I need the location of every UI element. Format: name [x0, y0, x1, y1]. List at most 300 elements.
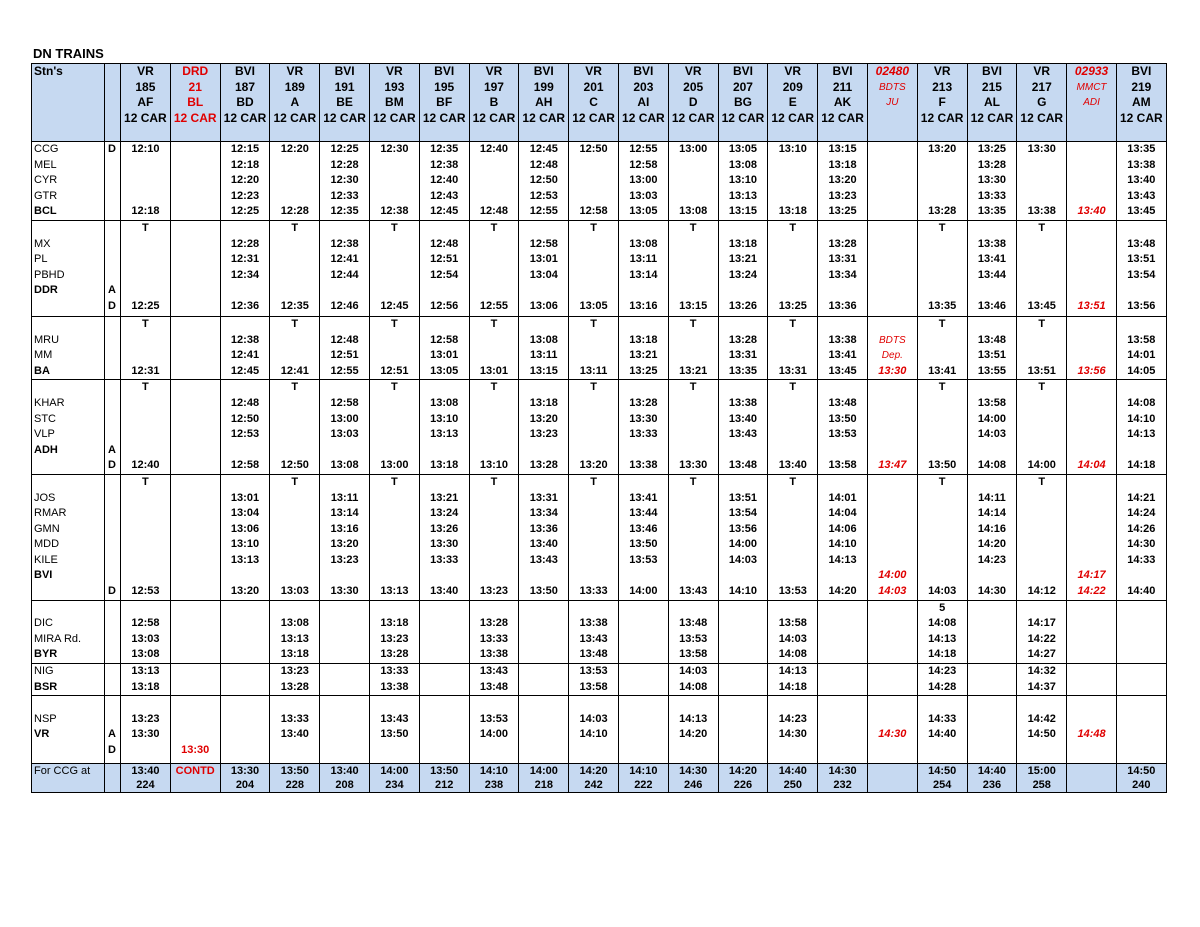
cell-line — [470, 743, 519, 759]
cell-line — [519, 680, 568, 696]
cell-line: T — [1038, 317, 1046, 330]
cell-line: 238 — [484, 779, 504, 792]
train-footer — [519, 764, 569, 793]
train-header — [270, 64, 320, 142]
train-times — [220, 664, 270, 696]
cell-line — [420, 443, 469, 459]
cell-line: T — [689, 475, 697, 488]
train-header — [569, 64, 619, 142]
cell-line — [108, 252, 120, 268]
cell-line: 13:10 — [230, 538, 260, 551]
cell-line — [868, 632, 917, 648]
cell-line — [918, 412, 967, 428]
cell-line — [569, 348, 618, 364]
cell-line — [868, 396, 917, 412]
train-times — [1017, 316, 1067, 379]
cell-line: 13:00 — [330, 412, 359, 425]
train-times — [419, 600, 469, 663]
cell-line: 13:28 — [479, 617, 509, 630]
cell-line — [1067, 268, 1116, 284]
cell-line: 13:48 — [679, 617, 708, 630]
cell-line: 12:55 — [629, 143, 658, 155]
cell-line: T — [490, 381, 498, 394]
cell-line: 12:50 — [579, 143, 608, 155]
cell-line: 14:16 — [977, 522, 1007, 535]
cell-line — [968, 283, 1017, 299]
cell-line: 13:50 — [529, 585, 558, 598]
cell-line — [221, 712, 270, 728]
cell-line — [868, 743, 917, 759]
cell-line — [320, 616, 369, 632]
cell-line — [370, 158, 419, 174]
cell-line: 254 — [932, 779, 952, 792]
cell-line — [221, 632, 270, 648]
cell-line — [669, 283, 718, 299]
cell-line: 14:03 — [878, 585, 907, 598]
train-times — [419, 316, 469, 379]
train-header — [768, 64, 818, 142]
train-times — [668, 474, 718, 600]
cell-line: 13:53 — [579, 665, 608, 678]
cell-line: 13:01 — [529, 253, 558, 266]
station-names — [32, 142, 105, 221]
cell-line: 13:13 — [430, 428, 459, 441]
cell-line — [1067, 743, 1116, 759]
cell-line — [420, 283, 469, 299]
cell-line: 12:35 — [280, 299, 309, 312]
cell-line: 14:33 — [1127, 553, 1156, 566]
cell-line — [171, 299, 220, 315]
cell-line: 12 CAR — [771, 110, 815, 125]
cell-line: 258 — [1032, 779, 1051, 792]
cell-line — [1067, 664, 1116, 680]
train-header — [668, 64, 718, 142]
cell-line — [34, 299, 104, 315]
train-times — [270, 474, 320, 600]
cell-line — [818, 568, 867, 584]
cell-line — [420, 727, 469, 743]
cell-line — [470, 506, 519, 522]
cell-line — [719, 680, 768, 696]
cell-line — [370, 283, 419, 299]
cell-line — [768, 553, 817, 569]
cell-line: 12:50 — [529, 174, 558, 187]
cell-line — [34, 458, 104, 474]
cell-line: 13:03 — [629, 189, 658, 202]
cell-line — [1067, 158, 1116, 174]
cell-line: 12:56 — [430, 299, 459, 312]
cell-line — [370, 237, 419, 253]
cell-line: 13:33 — [579, 585, 608, 598]
cell-line: 14:03 — [579, 712, 608, 725]
train-times — [867, 664, 917, 696]
cell-line — [108, 568, 120, 584]
cell-line — [270, 237, 319, 253]
cell-line: 13:13 — [380, 585, 409, 598]
cell-line — [669, 696, 718, 712]
cell-line: 14:00 — [529, 765, 558, 778]
train-times — [618, 380, 668, 475]
train-header — [1017, 64, 1067, 142]
train-times — [1017, 474, 1067, 600]
cell-line — [719, 568, 768, 584]
train-times — [867, 316, 917, 379]
cell-line: 13:40 — [1077, 205, 1106, 218]
train-times — [320, 664, 370, 696]
cell-line: 12:50 — [230, 412, 260, 425]
cell-line — [1067, 616, 1116, 632]
cell-line — [669, 522, 718, 538]
cell-line: 13:56 — [1077, 364, 1106, 377]
cell-line — [34, 475, 104, 491]
train-times — [369, 380, 419, 475]
train-footer — [867, 764, 917, 793]
cell-line: 13:18 — [728, 237, 758, 250]
cell-line: 14:00 — [728, 538, 758, 551]
cell-line — [171, 189, 220, 205]
cell-line — [768, 568, 817, 584]
cell-line — [171, 173, 220, 189]
train-times — [618, 696, 668, 764]
cell-line — [619, 568, 668, 584]
cell-line: 242 — [584, 779, 603, 792]
cell-line: 13:18 — [778, 205, 807, 218]
train-times — [1067, 696, 1117, 764]
cell-line — [768, 443, 817, 459]
cell-line — [1117, 696, 1166, 712]
cell-line — [420, 616, 469, 632]
cell-line: 14:10 — [828, 538, 857, 551]
cell-line — [1017, 396, 1066, 412]
cell-line: 13:24 — [728, 268, 758, 281]
cell-line: JOS — [34, 491, 56, 504]
cell-line: 13:38 — [728, 396, 758, 409]
cell-line — [968, 712, 1017, 728]
cell-line — [868, 427, 917, 443]
cell-line: 13:20 — [828, 174, 857, 187]
cell-line: JU — [886, 97, 899, 109]
cell-line: 14:00 — [380, 765, 409, 778]
station-names — [32, 600, 105, 663]
cell-line — [569, 568, 618, 584]
train-times — [668, 380, 718, 475]
cell-line: 13:20 — [230, 585, 260, 598]
cell-line: T — [689, 317, 697, 330]
cell-line: 13:33 — [380, 665, 409, 678]
cell-line: 13:43 — [529, 553, 558, 566]
cell-line: 13:03 — [280, 585, 309, 598]
cell-line — [1117, 680, 1166, 696]
cell-line — [320, 601, 369, 617]
cell-line: 13:46 — [629, 522, 658, 535]
cell-line — [1067, 632, 1116, 648]
cell-line: 12 CAR — [472, 110, 516, 125]
cell-line — [121, 506, 170, 522]
cell-line — [818, 475, 867, 491]
train-times — [220, 380, 270, 475]
train-times — [967, 664, 1017, 696]
cell-line — [868, 443, 917, 459]
cell-line — [171, 632, 220, 648]
cell-line: 14:11 — [978, 491, 1006, 504]
cell-line: 12:30 — [330, 174, 359, 187]
cell-line: 13:33 — [629, 428, 658, 441]
cell-line — [108, 664, 120, 680]
train-times — [1017, 664, 1067, 696]
cell-line: BVI — [633, 64, 654, 78]
cell-line: 12:51 — [380, 364, 409, 377]
cell-line — [1017, 189, 1066, 205]
cell-line: T — [391, 317, 398, 330]
cell-line — [569, 283, 618, 299]
cell-line — [470, 443, 519, 459]
cell-line — [868, 537, 917, 553]
cell-line — [221, 317, 270, 333]
cell-line: 14:40 — [778, 765, 807, 778]
cell-line: 13:38 — [828, 333, 857, 346]
cell-line: 12:31 — [131, 364, 160, 377]
cell-line — [968, 616, 1017, 632]
cell-line: 14:24 — [1127, 507, 1156, 520]
cell-line: 12:31 — [230, 253, 260, 266]
cell-line: 14:26 — [1127, 522, 1156, 535]
cell-line — [171, 568, 220, 584]
cell-line: 219 — [1131, 79, 1152, 94]
cell-line: 12 CAR — [622, 110, 665, 125]
train-times — [768, 380, 818, 475]
cell-line — [818, 696, 867, 712]
cell-line — [108, 712, 120, 728]
cell-line: 13:50 — [380, 728, 409, 741]
cell-line: 14:10 — [728, 585, 758, 598]
train-times — [818, 316, 868, 379]
train-times — [419, 474, 469, 600]
train-footer — [917, 764, 967, 793]
cell-line — [470, 252, 519, 268]
cell-line: 12 CAR — [920, 110, 964, 125]
train-times — [1017, 696, 1067, 764]
train-times — [270, 600, 320, 663]
station-names — [32, 664, 105, 696]
cell-line: GTR — [34, 189, 58, 202]
cell-line — [918, 491, 967, 507]
cell-line — [569, 506, 618, 522]
cell-line — [320, 380, 369, 396]
cell-line: 13:38 — [977, 237, 1007, 250]
cell-line: 13:16 — [629, 299, 658, 312]
cell-line — [171, 458, 220, 474]
cell-line — [569, 443, 618, 459]
cell-line — [1117, 632, 1166, 648]
cell-line — [868, 764, 917, 778]
cell-line — [918, 173, 967, 189]
cell-line: 12 CAR — [970, 110, 1014, 125]
cell-line: 13:40 — [529, 538, 558, 551]
cell-line: 13:15 — [679, 299, 708, 312]
cell-line — [1067, 333, 1116, 349]
cell-line: F — [938, 95, 946, 110]
cell-line: 14:20 — [828, 585, 857, 598]
train-times — [818, 380, 868, 475]
train-times — [369, 696, 419, 764]
cell-line: 13:34 — [828, 268, 857, 281]
cell-line — [171, 283, 220, 299]
cell-line: 14:50 — [928, 765, 957, 778]
cell-line: 12:53 — [230, 428, 260, 441]
cell-line: 12:40 — [479, 143, 509, 155]
cell-line: 14:06 — [828, 522, 857, 535]
cell-line: 13:18 — [280, 648, 309, 661]
station-names — [32, 220, 105, 316]
cell-line: 215 — [981, 79, 1002, 94]
cell-line: 13:13 — [230, 553, 260, 566]
cell-line — [1067, 443, 1116, 459]
train-times — [917, 380, 967, 475]
arr-dep-markers — [105, 316, 121, 379]
cell-line: D — [108, 744, 116, 756]
train-times — [718, 600, 768, 663]
cell-line — [768, 522, 817, 538]
cell-line — [768, 601, 817, 617]
cell-line: 13:08 — [529, 333, 558, 346]
train-times — [369, 600, 419, 663]
cell-line — [1017, 568, 1066, 584]
cell-line: VR — [684, 64, 702, 78]
train-footer — [469, 764, 519, 793]
cell-line — [768, 189, 817, 205]
train-times — [1067, 142, 1117, 221]
cell-line: 13:05 — [728, 143, 758, 155]
cell-line — [121, 173, 170, 189]
cell-line — [619, 380, 668, 396]
cell-line — [868, 712, 917, 728]
cell-line — [868, 283, 917, 299]
cell-line — [370, 506, 419, 522]
train-header — [469, 64, 519, 142]
cell-line: 205 — [683, 79, 704, 94]
cell-line — [420, 221, 469, 237]
cell-line: VR — [386, 64, 403, 78]
cell-line: 13:18 — [131, 680, 160, 693]
cell-line: 13:40 — [280, 728, 309, 741]
cell-line: A — [108, 284, 116, 297]
cell-line — [221, 696, 270, 712]
cell-line: 12:45 — [529, 143, 558, 155]
train-times — [718, 474, 768, 600]
cell-line: 13:08 — [330, 459, 359, 472]
cell-line — [868, 680, 917, 696]
header-station-label — [32, 64, 105, 142]
cell-line — [868, 616, 917, 632]
cell-line — [669, 189, 718, 205]
cell-line — [519, 380, 568, 396]
cell-line — [171, 522, 220, 538]
cell-line — [171, 348, 220, 364]
cell-line — [171, 537, 220, 553]
arr-dep-markers — [105, 380, 121, 475]
cell-line — [719, 443, 768, 459]
cell-line — [1117, 743, 1166, 759]
cell-line — [868, 696, 917, 712]
cell-line: 15:00 — [1027, 765, 1056, 778]
cell-line — [918, 252, 967, 268]
cell-line — [270, 158, 319, 174]
cell-line — [34, 380, 104, 396]
cell-line: AM — [1132, 95, 1151, 110]
cell-line — [108, 317, 120, 333]
cell-line: KILE — [34, 553, 58, 566]
cell-line: 13:38 — [1127, 158, 1156, 171]
cell-line: 13:08 — [679, 205, 708, 218]
cell-line: 12:48 — [529, 158, 558, 171]
cell-line: 14:30 — [778, 728, 807, 741]
cell-line: 13:21 — [430, 491, 459, 504]
cell-line: 13:53 — [778, 585, 807, 598]
arr-dep-markers — [105, 664, 121, 696]
cell-line — [918, 568, 967, 584]
cell-line: VR — [585, 64, 602, 78]
cell-line — [1117, 647, 1166, 663]
cell-line — [1067, 348, 1116, 364]
cell-line: 13:45 — [1127, 205, 1156, 218]
train-times — [668, 220, 718, 316]
cell-line — [121, 237, 170, 253]
cell-line — [108, 680, 120, 696]
cell-line: AI — [637, 95, 650, 110]
cell-line — [420, 680, 469, 696]
cell-line — [1067, 237, 1116, 253]
cell-line: 14:08 — [778, 648, 807, 661]
cell-line — [818, 680, 867, 696]
cell-line: 13:36 — [828, 299, 857, 312]
cell-line — [370, 412, 419, 428]
cell-line — [470, 553, 519, 569]
cell-line: 13:45 — [1027, 299, 1056, 312]
train-times — [469, 600, 519, 663]
cell-line — [108, 522, 120, 538]
cell-line: 14:03 — [778, 632, 807, 645]
cell-line: 14:05 — [1127, 364, 1156, 377]
cell-line — [768, 348, 817, 364]
cell-line: AL — [983, 95, 1000, 110]
train-times — [1017, 380, 1067, 475]
cell-line: 12:58 — [579, 205, 608, 218]
cell-line: 12:28 — [230, 237, 260, 250]
train-times — [220, 142, 270, 221]
cell-line: 13:11 — [629, 253, 658, 266]
cell-line: 12 CAR — [273, 110, 317, 125]
cell-line — [968, 568, 1017, 584]
cell-line: 12:48 — [330, 333, 359, 346]
cell-line — [818, 727, 867, 743]
train-times — [1017, 142, 1067, 221]
train-times — [718, 316, 768, 379]
cell-line — [768, 537, 817, 553]
cell-line: T — [490, 475, 498, 488]
train-times — [419, 664, 469, 696]
train-times — [170, 142, 220, 221]
cell-line — [171, 427, 220, 443]
cell-line — [171, 412, 220, 428]
train-footer — [1067, 764, 1117, 793]
cell-line — [370, 696, 419, 712]
cell-line: DIC — [34, 617, 53, 630]
cell-line: T — [590, 475, 597, 488]
train-times — [270, 664, 320, 696]
train-times — [967, 600, 1017, 663]
cell-line: 13:00 — [629, 174, 658, 187]
cell-line — [1067, 522, 1116, 538]
